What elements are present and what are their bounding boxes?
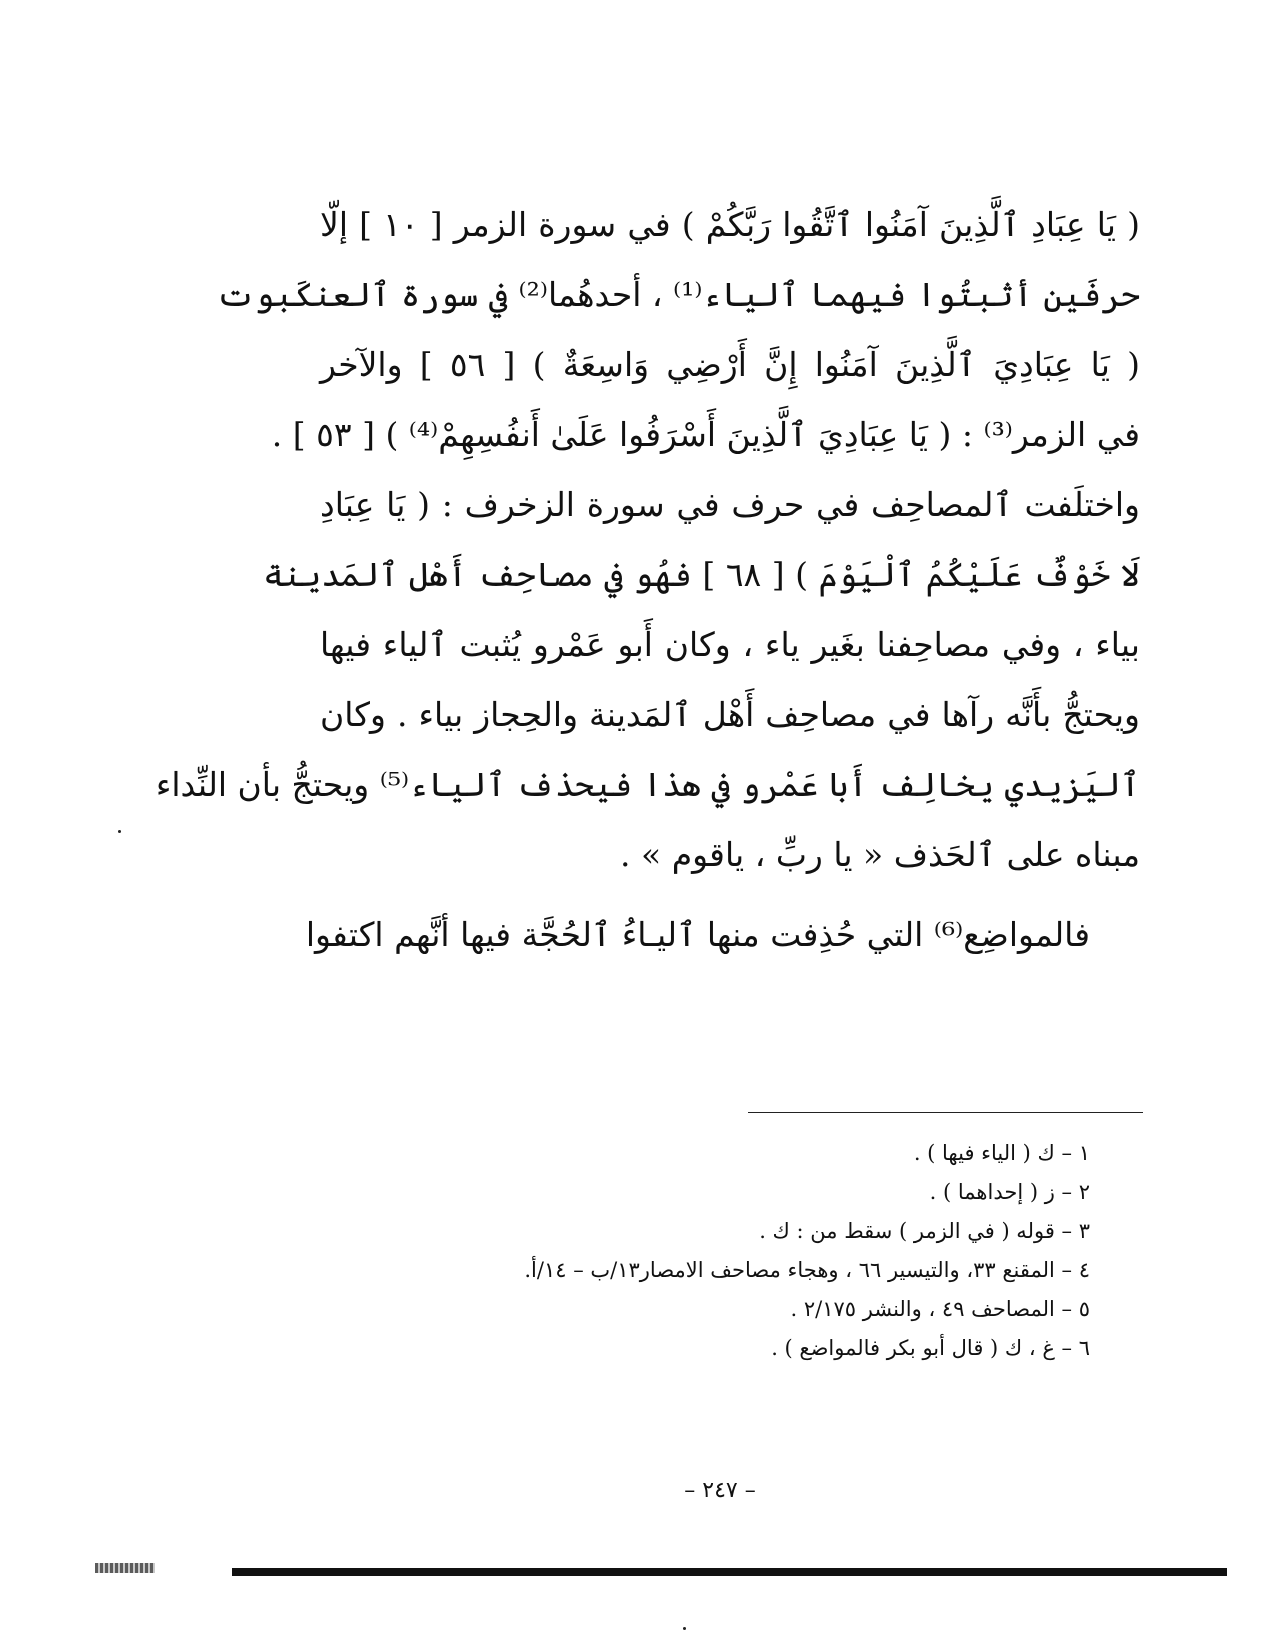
text-line: مبناه على ٱلحَذف « يا ربِّ ، ياقوم » .: [620, 835, 1140, 874]
footnote: ٥ – المصاحف ٤٩ ، والنشر ٢/١٧٥ .: [790, 1297, 1090, 1321]
text-line: بياء ، وفي مصاحِفنا بغَير ياء ، وكان أَبو عَمْرو يُثبت ٱلياء فيها: [320, 625, 1140, 664]
paragraph-start-line: فالمواضِع⁽⁶⁾ التي حُذِفت منها ٱليـاءُ ٱلحُجَّة فيها أنَّهم اكتفوا: [305, 915, 1090, 954]
text-line: واختلَفت ٱلمصاحِف في حرف في سورة الزخرف : ( يَا عِبَادِ: [320, 485, 1140, 524]
footnote: ٦ – غ ، ك ( قال أبو بكر فالمواضع ) .: [771, 1336, 1090, 1360]
scan-speck: [683, 1627, 686, 1630]
scan-speck: [118, 830, 121, 833]
main-text-body: [155, 190, 1140, 970]
text-line: ٱليَزيدي يخالِف أَبا عَمْرو في هذا فيحذف ٱلياء⁽⁵⁾ ويحتجُّ بأن النِّداء: [155, 765, 1140, 804]
page-number: – ٢٤٧ –: [684, 1478, 756, 1503]
text-line: حرفَين أثبتُوا فيهما ٱلياء⁽¹⁾ ، أحدهُما⁽²⁾ في سورة ٱلعنكَبوت: [216, 275, 1140, 314]
text-line: ( يَا عِبَادِ ٱلَّذِينَ آمَنُوا ٱتَّقُوا رَبَّكُمْ ) في سورة الزمر [ ١٠ ] إلّا: [320, 205, 1140, 244]
text-line: في الزمر⁽³⁾ : ( يَا عِبَادِيَ ٱلَّذِينَ أَسْرَفُوا عَلَىٰ أَنفُسِهِمْ⁽⁴⁾ ) [ ٥٣ ] .: [271, 415, 1140, 454]
footnote: ١ – ك ( الياء فيها ) .: [913, 1141, 1090, 1165]
footnote: ٣ – قوله ( في الزمر ) سقط من : ك .: [759, 1219, 1090, 1243]
bottom-scan-border: [232, 1568, 1227, 1576]
footnotes: [320, 1134, 1090, 1368]
text-line: لَا خَوْفٌ عَلَيْكُمُ ٱلْيَوْمَ ) [ ٦٨ ] فهُو في مصاحِف أَهْل ٱلمَدينة: [263, 555, 1140, 594]
footnote: ٤ – المقنع ٣٣، والتيسير ٦٦ ، وهجاء مصاحف الامصار١٣/ب – ١٤/أ.: [524, 1258, 1090, 1282]
footnote: ٢ – ز ( إحداهما ) .: [929, 1180, 1090, 1204]
footnote-separator: [748, 1112, 1143, 1113]
text-line: ويحتجُّ بأَنَّه رآها في مصاحِف أَهْل ٱلمَدينة والحِجاز بياء . وكان: [320, 695, 1140, 734]
scan-artifact: [95, 1563, 155, 1573]
text-line: ( يَا عِبَادِيَ ٱلَّذِينَ آمَنُوا إِنَّ أَرْضِي وَاسِعَةٌ ) [ ٥٦ ] والآخر: [320, 345, 1140, 384]
